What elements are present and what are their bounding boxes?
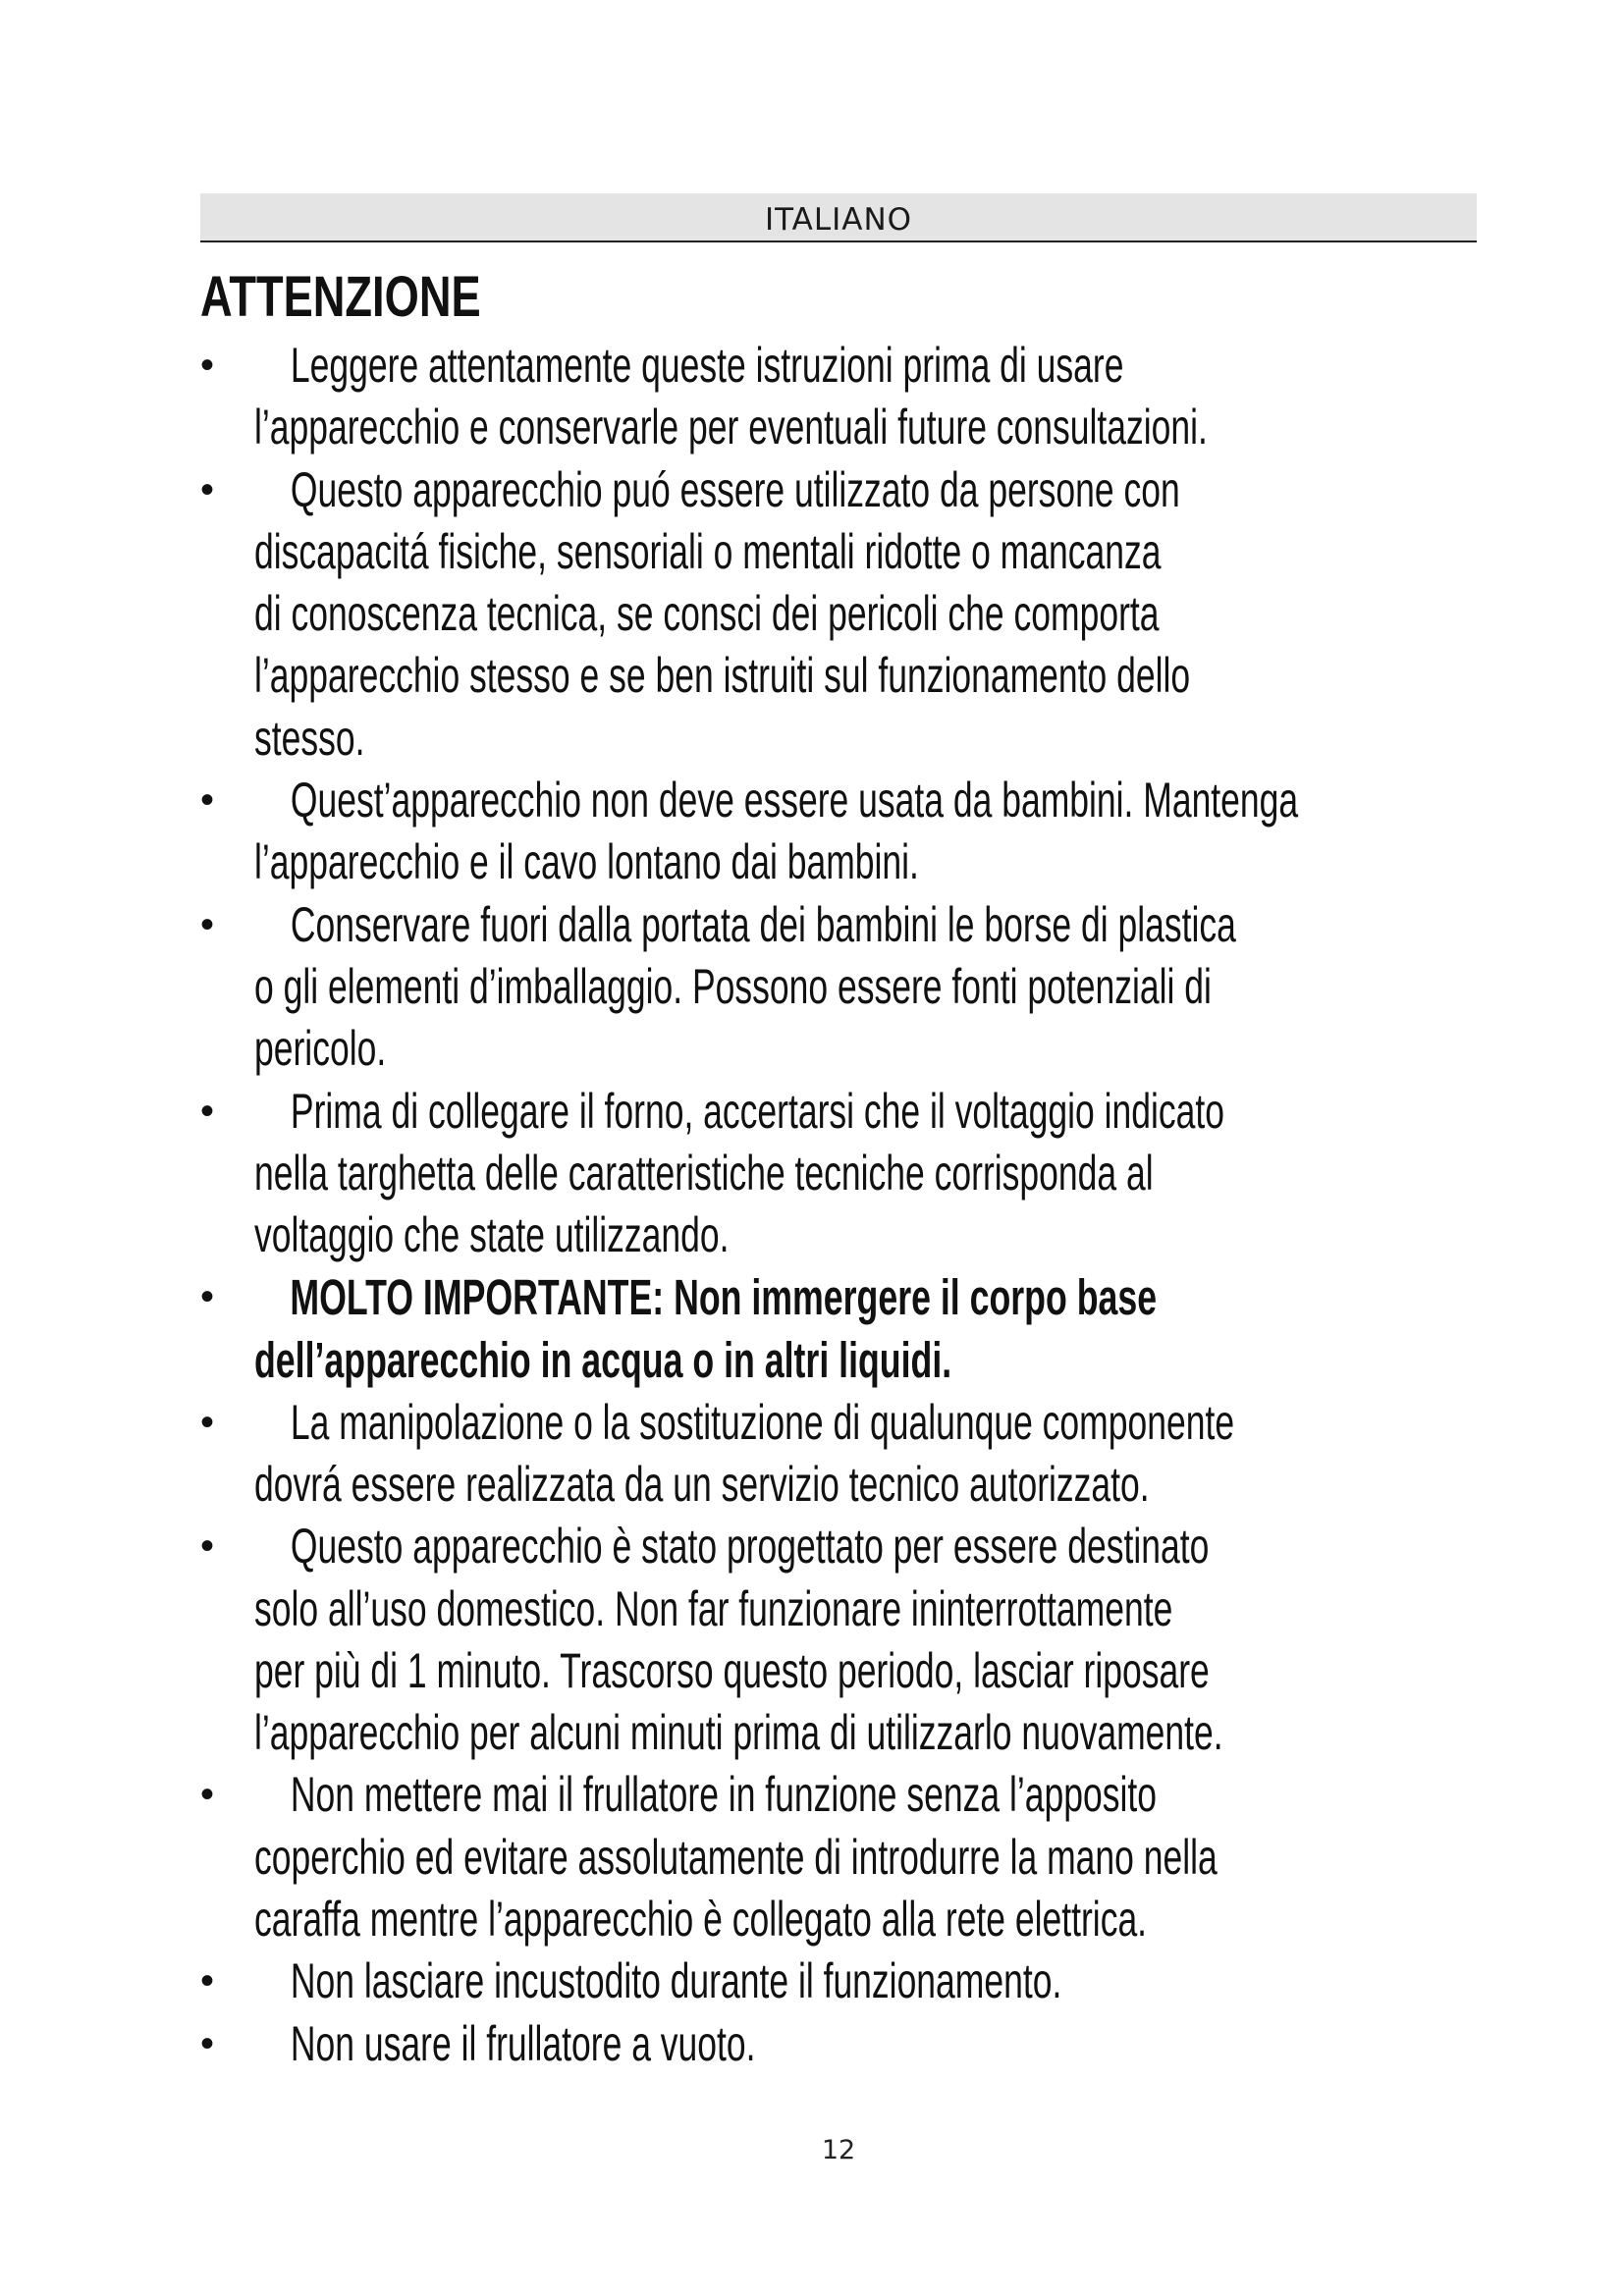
warning-item	[200, 1764, 1516, 1950]
bullet-point: •	[200, 1400, 215, 1444]
warning-text: Quest’apparecchio non deve essere usata da bambini. Mantenga l’apparecchio e il cavo lontano dai bambini.	[254, 773, 1299, 890]
language-header-bar	[200, 193, 1477, 242]
section-title: ATTENZIONE	[200, 265, 481, 329]
warning-item	[200, 335, 1516, 459]
page-number: 12	[821, 2135, 856, 2165]
warning-item	[200, 894, 1516, 1081]
bullet-point: •	[200, 778, 215, 823]
warning-text: Non mettere mai il frullatore in funzione senza l’apposito coperchio ed evitare assolutamente di introdurre la mano nella caraffa mentre l’apparecchio è collegato alla rete elettrica.	[254, 1767, 1218, 1948]
bullet-point: •	[200, 344, 215, 387]
warning-item	[200, 1516, 1516, 1764]
warning-item	[200, 2013, 1516, 2075]
bullet-point: •	[200, 1089, 215, 1133]
warning-item-important	[200, 1266, 1516, 1391]
warning-text: Prima di collegare il forno, accertarsi che il voltaggio indicato nella targhetta delle caratteristiche tecniche corrisponda al voltaggio che state utilizzando.	[254, 1083, 1224, 1263]
warning-item	[200, 1392, 1516, 1517]
warning-text: Non usare il frullatore a vuoto.	[290, 2015, 756, 2071]
warning-text: Leggere attentamente queste istruzioni prima di usare l’apparecchio e conservarle per eventuali future consultazioni.	[254, 338, 1208, 455]
language-label: ITALIANO	[764, 202, 913, 238]
warning-item	[200, 459, 1516, 770]
warning-text: Questo apparecchio puó essere utilizzato da persone con discapacitá fisiche, sensoriali o mentali ridotte o mancanza di conoscenza tecnica, se consci dei pericoli che comporta l’apparecchio stesso e se ben istruiti sul funzionamento dello stesso.	[254, 461, 1191, 766]
warning-text: Questo apparecchio è stato progettato per essere destinato solo all’uso domestico. Non far funzionare ininterrottamente per più di 1 minuto. Trascorso questo periodo, lasciar riposare l’apparecchio per alcuni minuti prima di utilizzarlo nuovamente.	[254, 1519, 1223, 1761]
bullet-point: •	[200, 1773, 215, 1817]
bullet-point: •	[200, 902, 215, 946]
warning-item	[200, 1081, 1516, 1267]
warning-item	[200, 770, 1516, 894]
warnings-list	[200, 335, 1516, 2075]
bullet-point: •	[200, 1275, 215, 1319]
bullet-point: •	[200, 1524, 215, 1569]
warning-text: Conservare fuori dalla portata dei bambini le borse di plastica o gli elementi d’imballaggio. Possono essere fonti potenziali di pericolo.	[254, 896, 1236, 1077]
bullet-point: •	[200, 467, 215, 511]
warning-text-important: MOLTO IMPORTANTE: Non immergere il corpo base dell’apparecchio in acqua o in altri liquidi.	[254, 1269, 1158, 1389]
warning-text: La manipolazione o la sostituzione di qualunque componente dovrá essere realizzata da un servizio tecnico autorizzato.	[254, 1394, 1235, 1512]
bullet-point: •	[200, 1959, 215, 2003]
bullet-point: •	[200, 2021, 215, 2065]
warning-item	[200, 1950, 1516, 2012]
warning-text: Non lasciare incustodito durante il funzionamento.	[290, 1953, 1062, 2009]
